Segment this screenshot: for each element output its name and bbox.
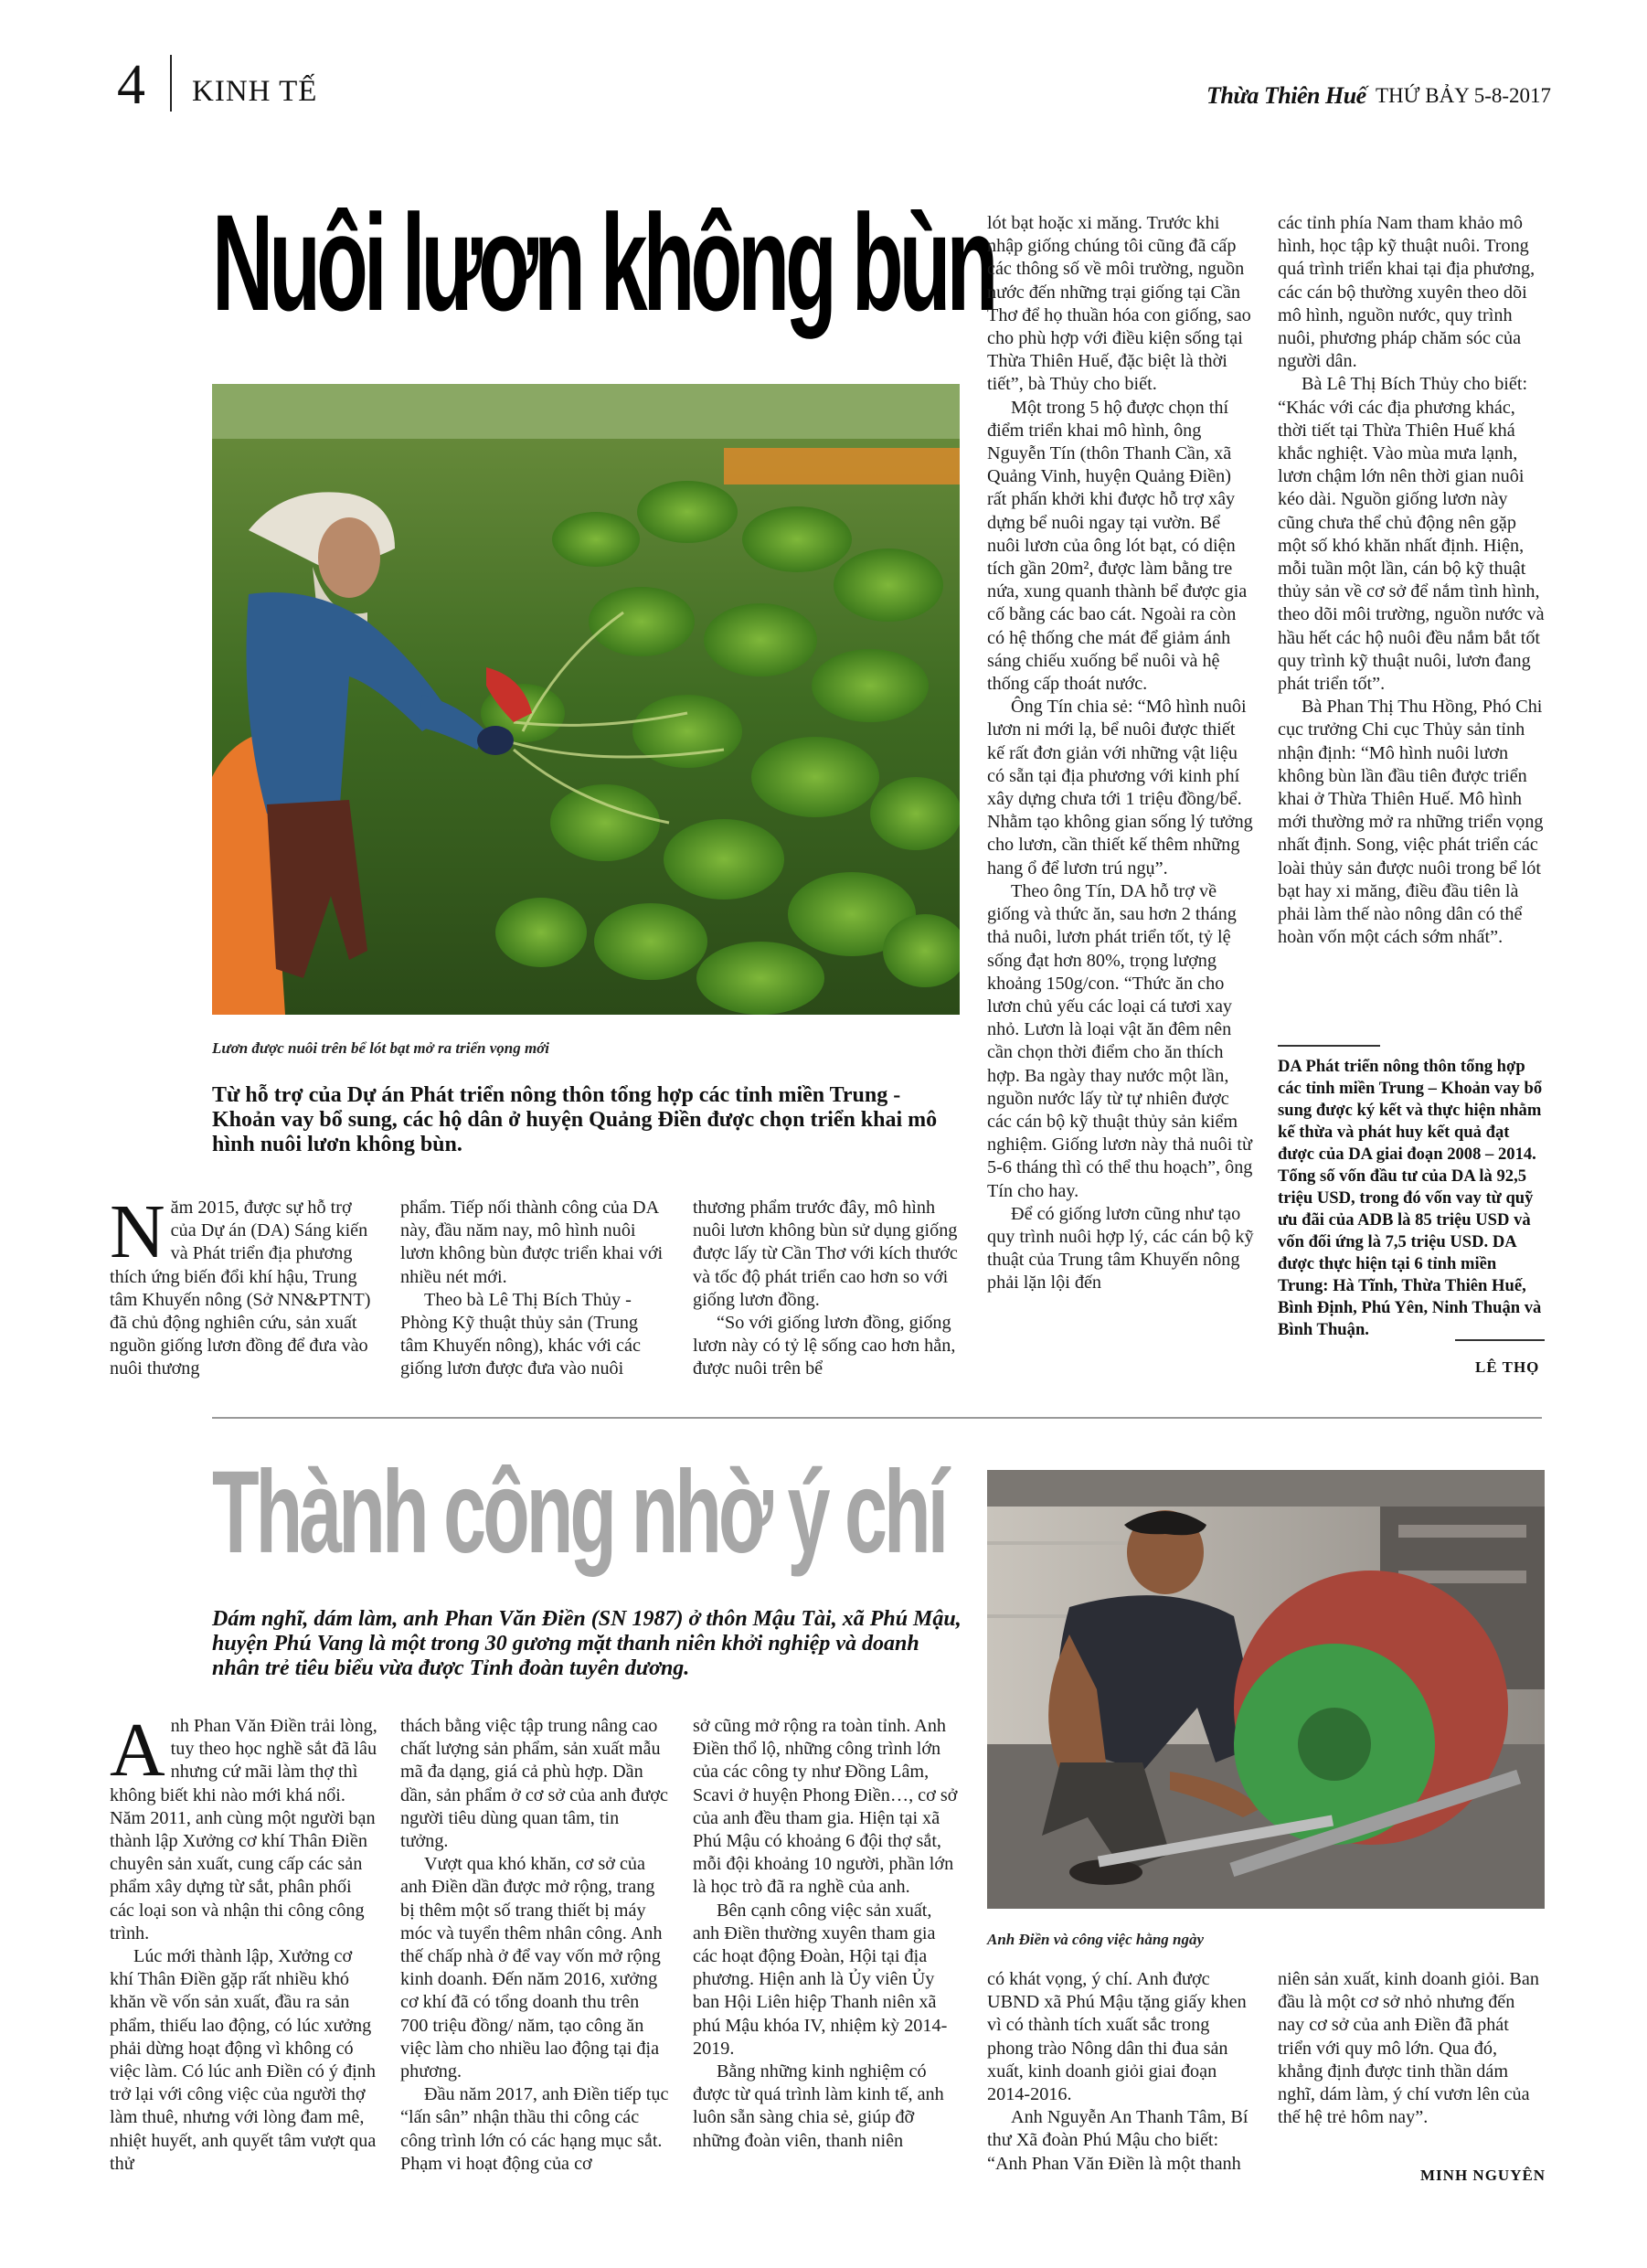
issue-date: THỨ BẢY 5-8-2017 [1376,84,1552,107]
newspaper-name: Thừa Thiên Huế [1206,82,1366,109]
article1-headline: Nuôi lươn không bùn [212,186,994,339]
paragraph: Bên cạnh công việc sản xuất, anh Điền thường xuyên tham gia các hoạt động Đoàn, Hội tại địa phương. Hiện anh là Ủy viên Ủy ban Hội Liên hiệp Thanh niên xã phú Mậu khóa IV, nhiệm kỳ 2014-2019. [693,1900,948,2059]
paragraph: Một trong 5 hộ được chọn thí điểm triển khai mô hình, ông Nguyễn Tín (thôn Thanh Cần, xã Quảng Vinh, huyện Quảng Điền) rất phấn khởi khi được hỗ trợ xây dựng bể nuôi ngay tại vườn. Bể nuôi lươn của ông lót bạt, có diện tích gần 20m², được làm bằng tre nứa, xung quanh thành bể được gia cố bằng các bao cát. Ngoài ra còn có hệ thống che mát để giảm ánh sáng chiếu xuống bể nuôi và hệ thống cấp thoát nước. [987,397,1248,695]
paragraph: thương phẩm trước đây, mô hình nuôi lươn không bùn sử dụng giống được lấy từ Cần Thơ với kích thước và tốc độ phát triển cao hơn so với giống lươn đồng. [693,1198,958,1310]
farmer-harvesting-photo [212,384,960,1015]
article2-byline: MINH NGUYÊN [1420,2167,1546,2184]
paragraph: có khát vọng, ý chí. Anh được UBND xã Phú Mậu tặng giấy khen vì có thành tích xuất sắc trong phong trào Nông dân thi đua sản xuất, kinh doanh giỏi giai đoạn 2014-2016. [987,1969,1247,2105]
article2-column-1 [110,1708,379,2176]
article-divider [212,1417,1542,1419]
article2-column-4 [987,1968,1255,2176]
article2-column-3 [693,1715,962,2153]
paragraph: Ông Tín chia sẻ: “Mô hình nuôi lươn ni mới lạ, bể nuôi được thiết kế rất đơn giản với những vật liệu có sẵn tại địa phương với kinh phí xây dựng chưa tới 1 triệu đồng/bể. Nhằm tạo không gian sống lý tưởng cho lươn, cần thiết kế thêm những hang ổ để lươn trú ngụ”. [987,697,1253,878]
article1-byline: LÊ THỌ [1475,1358,1540,1376]
article1-col1-text: ăm 2015, được sự hỗ trợ của Dự án (DA) Sáng kiến và Phát triển địa phương thích ứng biến đổi khí hậu, Trung tâm Khuyến nông (Sở NN&PTNT) đã chủ động nghiên cứu, sản xuất nguồn giống lươn đồng để đưa vào nuôi thương [110,1198,371,1379]
article1-column-5 [1278,212,1546,950]
paragraph: Bà Lê Thị Bích Thủy cho biết: “Khác với các địa phương khác, thời tiết tại Thừa Thiên Huế khá khắc nghiệt. Vào mùa mưa lạnh, lươn chậm lớn nên thời gian nuôi kéo dài. Nguồn giống lươn này cũng chưa thể chủ động nên gặp một số khó khăn nhất định. Hiện, mỗi tuần một lần, cán bộ kỹ thuật thủy sản về cơ sở để nắm tình hình, theo dõi môi trường, nguồn nước và hầu hết các hộ nuôi đều nắm bắt tốt quy trình kỹ thuật nuôi, lươn đang phát triển tốt”. [1278,374,1545,695]
paragraph: Vượt qua khó khăn, cơ sở của anh Điền dần được mở rộng, trang bị thêm một số trang thiết bị máy móc và tuyển thêm nhân công. Anh thế chấp nhà ở để vay vốn mở rộng kinh doanh. Đến năm 2016, xưởng cơ khí đã có tổng doanh thu trên 700 triệu đồng/ năm, tạo công ăn việc làm cho nhiều lao động tại địa phương. [400,1854,663,2082]
article1-column-4 [987,212,1255,1295]
header-divider [170,55,172,112]
article2-column-2 [400,1715,670,2176]
article1-column-3 [693,1197,962,1381]
paragraph: các tỉnh phía Nam tham khảo mô hình, học tập kỹ thuật nuôi. Trong quá trình triển khai tại địa phương, các cán bộ thường xuyên theo dõi mô hình, nguồn nước, quy trình nuôi, phương pháp chăm sóc của người dân. [1278,213,1535,372]
paragraph: niên sản xuất, kinh doanh giỏi. Ban đầu là một cơ sở nhỏ nhưng đến nay cơ sở của anh Điền đã phát triển với quy mô lớn. Qua đó, khẳng định được tinh thần dám nghĩ, dám làm, ý chí vươn lên của thế hệ trẻ hôm nay”. [1278,1969,1539,2128]
paragraph: “So với giống lươn đồng, giống lươn này có tỷ lệ sống cao hơn hẳn, được nuôi trên bể [693,1313,956,1379]
dropcap-a: A [110,1708,165,1793]
paragraph: Lúc mới thành lập, Xưởng cơ khí Thân Điền gặp rất nhiều khó khăn về vốn sản xuất, đầu ra sản phẩm, thiếu lao động, có lúc xưởng phải dừng hoạt động vì không có việc làm. Có lúc anh Điền có ý định trở lại với công việc của người thợ làm thuê, nhưng với lòng đam mê, nhiệt huyết, anh quyết tâm vượt qua thử [110,1946,377,2174]
dropcap-n: N [110,1189,165,1274]
paragraph: phẩm. Tiếp nối thành công của DA này, đầu năm nay, mô hình nuôi lươn không bùn được triển khai với nhiều nét mới. [400,1198,664,1287]
paragraph: Để có giống lươn cũng như tạo quy trình nuôi hợp lý, các cán bộ kỹ thuật của Trung tâm Khuyến nông phải lặn lội đến [987,1203,1254,1294]
article1-column-2 [400,1197,670,1381]
paragraph: Anh Nguyễn An Thanh Tâm, Bí thư Xã đoàn Phú Mậu cho biết: “Anh Phan Văn Điền là một thanh [987,2107,1249,2174]
article1-project-note: DA Phát triển nông thôn tổng hợp các tỉnh miền Trung – Khoản vay bổ sung được ký kết và thực hiện nhằm kế thừa và phát huy kết quả đạt được của DA giai đoạn 2008 – 2014. Tổng số vốn đầu tư của DA là 92,5 triệu USD, trong đó vốn vay từ quỹ ưu đãi của ADB là 85 triệu USD và vốn đối ứng là 7,5 triệu USD. DA được thực hiện tại 6 tỉnh miền Trung: Hà Tĩnh, Thừa Thiên Huế, Bình Định, Phú Yên, Ninh Thuận và Bình Thuận. [1278,1057,1543,1339]
article2-col1-text: nh Phan Văn Điền trải lòng, tuy theo học nghề sắt đã lâu nhưng cứ mãi làm thợ thì không biết khi nào mới khá nổi. Năm 2011, anh cùng một người bạn thành lập Xưởng cơ khí Thân Điền chuyên sản xuất, cung cấp các sản phẩm xây dựng từ sắt, phân phối các loại son và nhận thi công công trình. [110,1716,377,1943]
paragraph: Bằng những kinh nghiệm có được từ quá trình làm kinh tế, anh luôn sẵn sàng chia sẻ, giúp đỡ những đoàn viên, thanh niên [693,2061,944,2151]
article2-photo-caption: Anh Điền và công việc hằng ngày [987,1931,1205,1948]
article1-photo-caption: Lươn được nuôi trên bể lót bạt mở ra triển vọng mới [212,1039,550,1057]
farmer-photo-illustration [212,384,960,1015]
article2-lead: Dám nghĩ, dám làm, anh Phan Văn Điền (SN 1987) ở thôn Mậu Tài, xã Phú Mậu, huyện Phú Vang là một trong 30 gương mặt thanh niên khởi nghiệp và doanh nhân trẻ tiêu biểu vừa được Tỉnh đoàn tuyên dương. [212,1607,962,1680]
note-divider [1278,1045,1380,1047]
paragraph: sở cũng mở rộng ra toàn tỉnh. Anh Điền thổ lộ, những công trình lớn của các công ty như Đồng Lâm, Scavi ở huyện Phong Điền…, cơ sở của anh đều tham gia. Hiện tại xã Phú Mậu có khoảng 6 đội thợ sắt, mỗi đội khoảng 10 người, phần lớn là học trò đã ra nghề của anh. [693,1716,958,1898]
paragraph: Theo bà Lê Thị Bích Thủy - Phòng Kỹ thuật thủy sản (Trung tâm Khuyến nông), khác với các giống lươn được đưa vào nuôi [400,1289,641,1379]
byline-divider [1455,1339,1545,1341]
paragraph: Theo ông Tín, DA hỗ trợ về giống và thức ăn, sau hơn 2 tháng thả nuôi, lươn phát triển tốt, tỷ lệ sống đạt hơn 80%, trọng lượng khoảng 150g/con. “Thức ăn cho lươn chủ yếu các loại cá tươi xay nhỏ. Lươn là loại vật ăn đêm nên cần chọn thời điểm cho ăn thích hợp. Ba ngày thay nước một lần, nguồn nước lấy từ tự nhiên được các cán bộ kỹ thuật thủy sản kiểm nghiệm. Giống lươn này thả nuôi từ 5-6 tháng thì có thể thu hoạch”, ông Tín cho hay. [987,880,1253,1201]
worker-grinding-photo [987,1470,1545,1909]
section-title: KINH TẾ [192,75,318,108]
paragraph: Bà Phan Thị Thu Hồng, Phó Chi cục trưởng Chi cục Thủy sản tỉnh nhận định: “Mô hình nuôi lươn không bùn lần đầu tiên được triển khai ở Thừa Thiên Huế. Mô hình mới thường mở ra những triển vọng nhất định. Song, việc phát triển các loài thủy sản được nuôi trong bể lót bạt hay xi măng, điều đầu tiên là phải làm thế nào nông dân có thể hoàn vốn một cách sớm nhất”. [1278,697,1544,948]
article2-column-5 [1278,1968,1546,2129]
paragraph: thách bằng việc tập trung nâng cao chất lượng sản phẩm, sản xuất mẫu mã đa dạng, giá cả phù hợp. Dần dần, sản phẩm ở cơ sở của anh được người tiêu dùng quan tâm, tin tưởng. [400,1716,669,1852]
page-number: 4 [117,54,145,116]
article1-lead: Từ hỗ trợ của Dự án Phát triển nông thôn tổng hợp các tỉnh miền Trung - Khoản vay bổ sung, các hộ dân ở huyện Quảng Điền được chọn triển khai mô hình nuôi lươn không bùn. [212,1083,938,1156]
worker-photo-illustration [987,1470,1545,1909]
article2-headline: Thành công nhờ ý chí [212,1447,946,1578]
paragraph: Đầu năm 2017, anh Điền tiếp tục “lấn sân” nhận thầu thi công các công trình lớn có các hạng mục sắt. Phạm vi hoạt động của cơ [400,2084,669,2174]
article1-column-1 [110,1189,379,1381]
paragraph: lót bạt hoặc xi măng. Trước khi nhập giống chúng tôi cũng đã cấp các thông số về môi trường, nguồn nước đến những trại giống tại Cần Thơ để họ thuần hóa con giống, sao cho phù hợp với điều kiện sống tại Thừa Thiên Huế, đặc biệt là thời tiết”, bà Thủy cho biết. [987,213,1251,395]
